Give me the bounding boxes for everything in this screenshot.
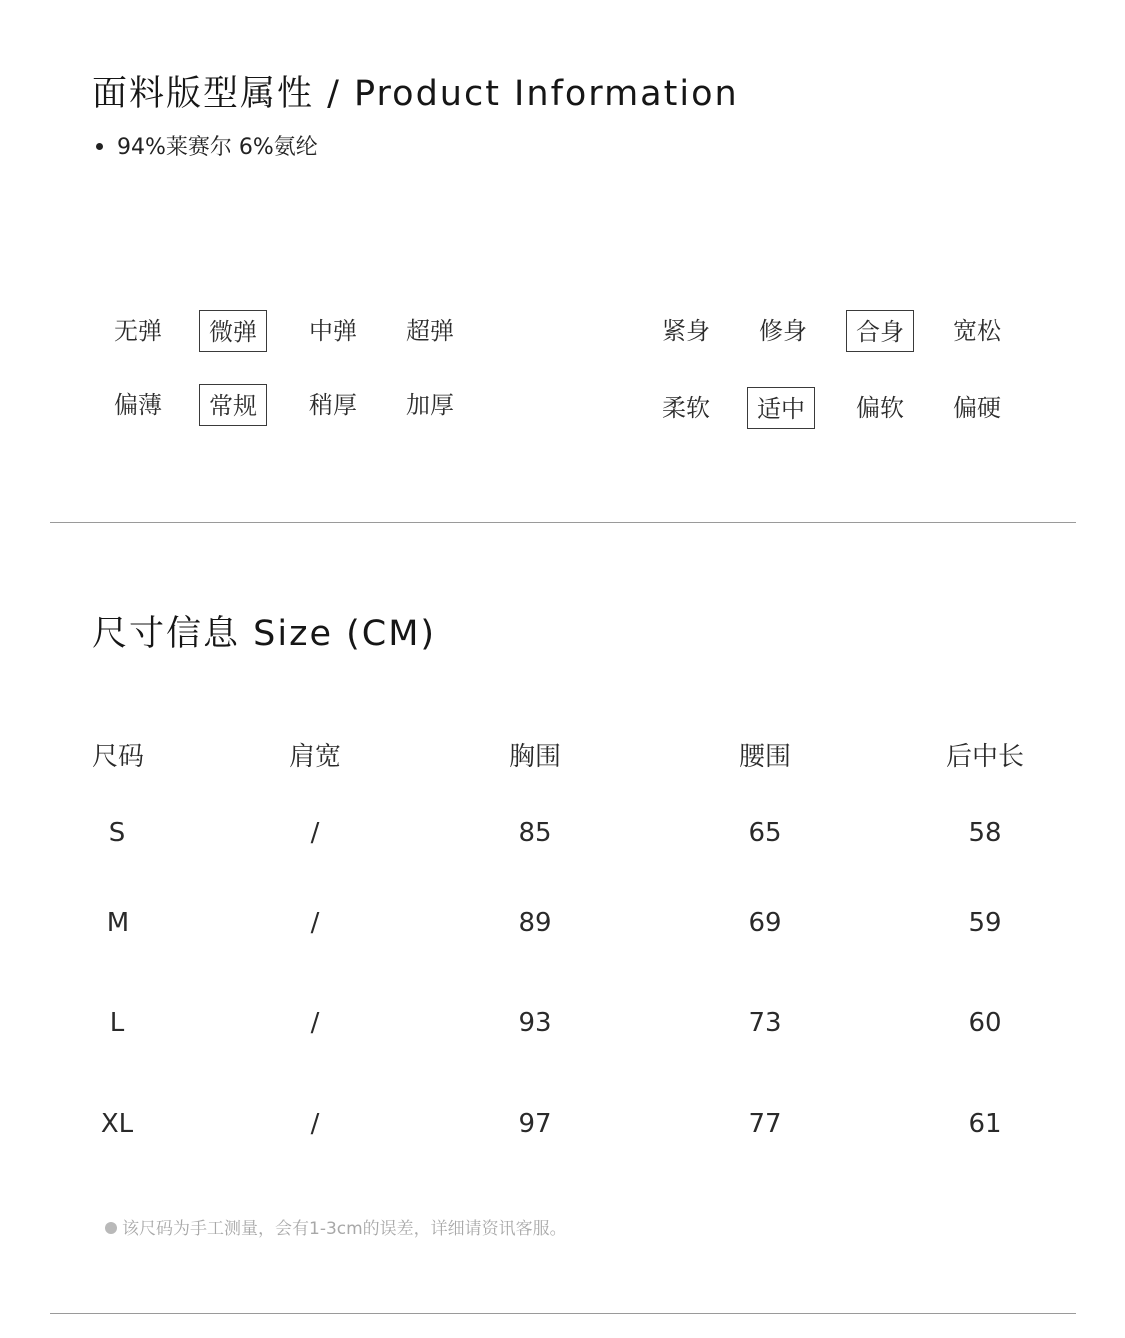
cell-chest: 97	[518, 1109, 552, 1139]
bottom-divider	[50, 1313, 1076, 1314]
size-info-title: 尺寸信息 Size (CM)	[92, 614, 437, 654]
attr-option-softness: 柔软	[662, 394, 710, 422]
cell-shoulder: /	[310, 1109, 320, 1139]
attr-option-elasticity: 无弹	[114, 317, 162, 345]
cell-size: L	[109, 1008, 125, 1038]
bullet-icon	[105, 1222, 117, 1234]
cell-waist: 73	[748, 1008, 782, 1038]
cell-shoulder: /	[310, 908, 320, 938]
cell-size: S	[108, 818, 126, 848]
attr-option-softness-selected: 适中	[747, 387, 815, 429]
attr-option-elasticity: 中弹	[309, 317, 357, 345]
attr-option-thickness: 偏薄	[114, 391, 162, 419]
attr-option-softness: 偏硬	[953, 394, 1001, 422]
attr-option-thickness: 加厚	[406, 391, 454, 419]
attr-option-elasticity: 超弹	[406, 317, 454, 345]
cell-chest: 85	[518, 818, 552, 848]
cell-chest: 89	[518, 908, 552, 938]
attr-option-fit: 紧身	[662, 317, 710, 345]
header-waist: 腰围	[738, 742, 791, 772]
cell-size: M	[106, 908, 130, 938]
attr-option-fit: 修身	[759, 317, 807, 345]
fabric-composition	[92, 130, 318, 161]
header-shoulder: 肩宽	[288, 742, 341, 772]
cell-back-length: 58	[968, 818, 1002, 848]
cell-size: XL	[100, 1109, 134, 1139]
header-back-length: 后中长	[945, 742, 1024, 772]
cell-shoulder: /	[310, 1008, 320, 1038]
attr-option-thickness: 稍厚	[309, 391, 357, 419]
size-note-text: 该尺码为手工测量，会有1-3cm的误差，详细请资讯客服。	[122, 1219, 567, 1239]
bullet-icon	[96, 143, 103, 150]
attr-option-fit-selected: 合身	[846, 310, 914, 352]
attr-option-elasticity-selected: 微弹	[199, 310, 267, 352]
fabric-text: 94%莱赛尔 6%氨纶	[117, 135, 318, 160]
cell-shoulder: /	[310, 818, 320, 848]
header-chest: 胸围	[508, 742, 561, 772]
cell-back-length: 59	[968, 908, 1002, 938]
cell-back-length: 60	[968, 1008, 1002, 1038]
size-note	[105, 1214, 567, 1239]
cell-chest: 93	[518, 1008, 552, 1038]
header-size: 尺码	[91, 742, 144, 772]
attr-option-fit: 宽松	[953, 317, 1001, 345]
product-info-title: 面料版型属性 / Product Information	[92, 74, 739, 114]
cell-waist: 69	[748, 908, 782, 938]
cell-waist: 77	[748, 1109, 782, 1139]
cell-back-length: 61	[968, 1109, 1002, 1139]
cell-waist: 65	[748, 818, 782, 848]
attr-option-thickness-selected: 常规	[199, 384, 267, 426]
section-divider	[50, 522, 1076, 523]
attr-option-softness: 偏软	[856, 394, 904, 422]
